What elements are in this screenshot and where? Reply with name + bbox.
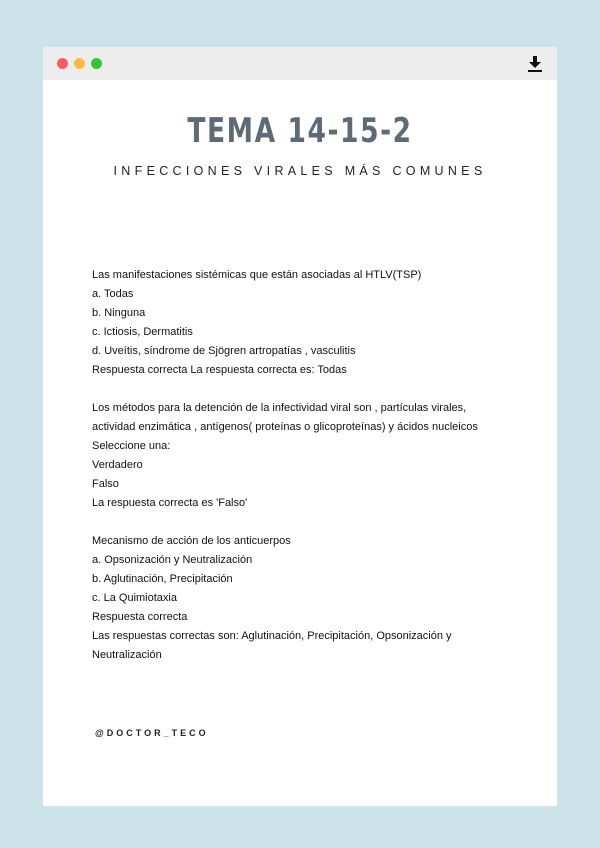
page-title: TEMA 14-15-2: [187, 111, 413, 151]
text-line: Verdadero: [92, 459, 143, 471]
document-body: [92, 266, 532, 665]
text-line: b. Aglutinación, Precipitación: [92, 573, 233, 585]
download-icon[interactable]: [527, 55, 543, 73]
maximize-dot[interactable]: [91, 58, 102, 69]
window-title-bar: [43, 47, 557, 80]
text-line: La respuesta correcta es 'Falso': [92, 497, 248, 509]
text-line: c. Ictiosis, Dermatitis: [92, 326, 193, 338]
text-line: Neutralización: [92, 649, 162, 661]
minimize-dot[interactable]: [74, 58, 85, 69]
text-line: Las respuestas correctas son: Aglutinación, Precipitación, Opsonización y: [92, 630, 452, 642]
close-dot[interactable]: [57, 58, 68, 69]
text-line: Mecanismo de acción de los anticuerpos: [92, 535, 291, 547]
text-line: a. Todas: [92, 288, 134, 300]
text-line: Respuesta correcta: [92, 611, 188, 623]
text-line: Los métodos para la detención de la infectividad viral son , partículas virales,: [92, 402, 467, 414]
text-line: d. Uveítis, síndrome de Sjögren artropatías , vasculitis: [92, 345, 356, 357]
document-card: [43, 47, 557, 806]
page-subtitle: INFECCIONES VIRALES MÁS COMUNES: [113, 164, 487, 178]
text-line: Las manifestaciones sistémicas que están asociadas al HTLV(TSP): [92, 269, 422, 281]
text-line: Respuesta correcta La respuesta correcta es: Todas: [92, 364, 347, 376]
author-handle: @DOCTOR_TECO: [95, 728, 209, 738]
text-line: c. La Quimiotaxia: [92, 592, 177, 604]
text-line: Falso: [92, 478, 119, 490]
text-line: [92, 513, 532, 532]
text-line: Seleccione una:: [92, 440, 171, 452]
text-line: a. Opsonización y Neutralización: [92, 554, 253, 566]
text-line: actividad enzimática , antígenos( proteínas o glicoproteínas) y ácidos nucleicos: [92, 421, 478, 433]
text-line: [92, 380, 532, 399]
text-line: b. Ninguna: [92, 307, 146, 319]
